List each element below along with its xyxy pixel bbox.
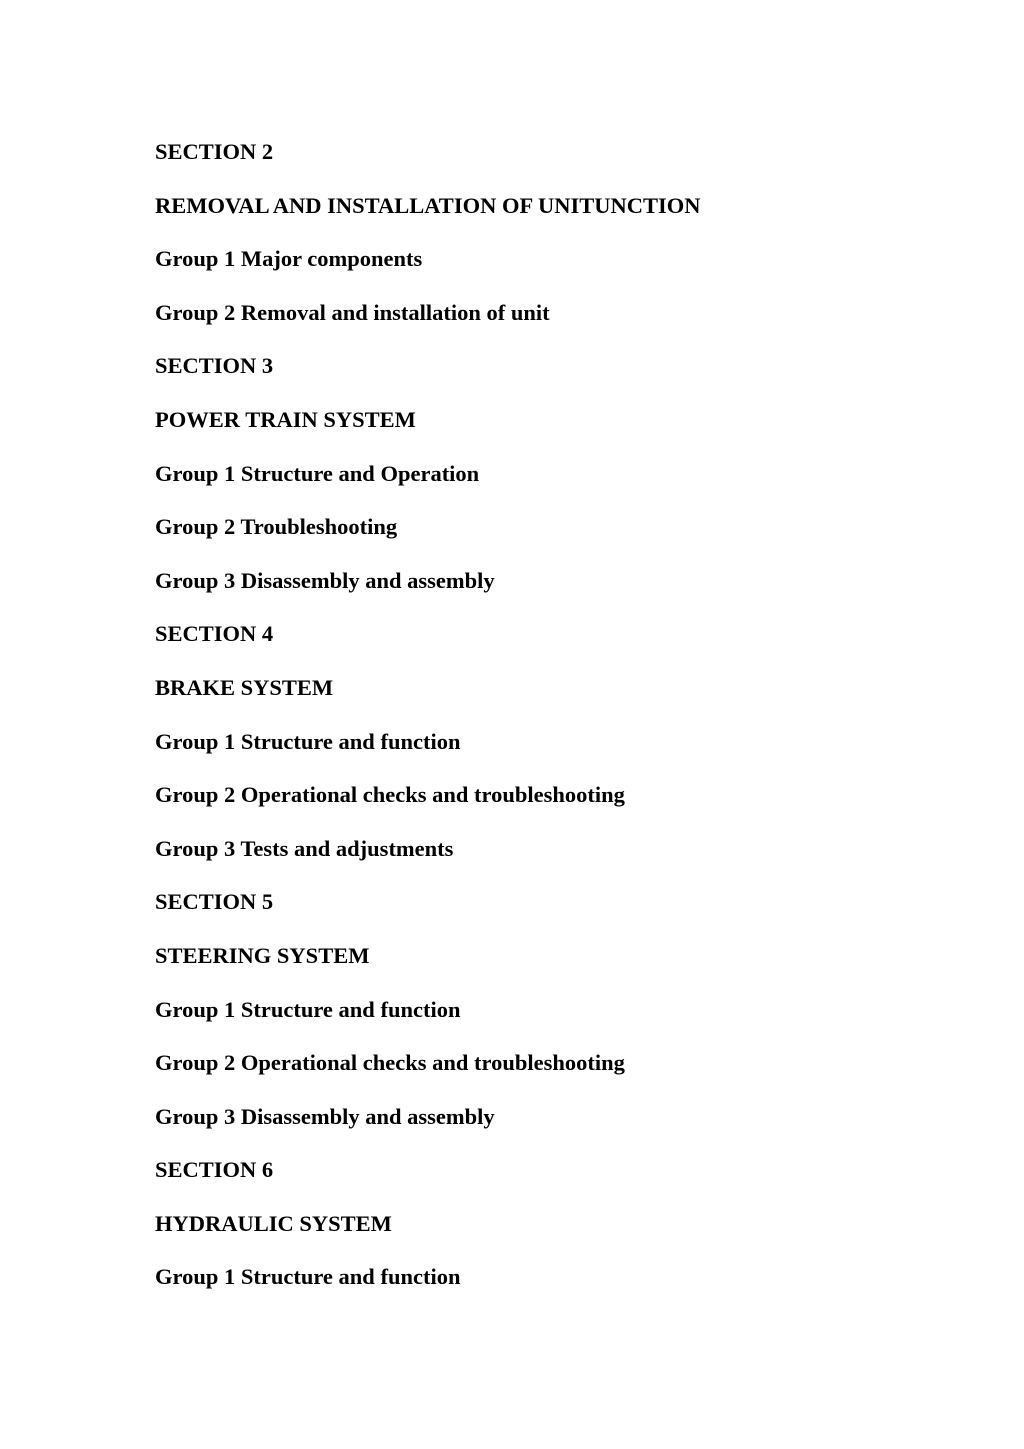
section-title: POWER TRAIN SYSTEM <box>155 406 416 432</box>
group-entry: Group 3 Disassembly and assembly <box>155 567 495 593</box>
group-entry: Group 2 Operational checks and troubleshooting <box>155 1050 625 1076</box>
group-entry: Group 2 Troubleshooting <box>155 514 398 540</box>
group-entry: Group 3 Disassembly and assembly <box>155 1103 495 1129</box>
group-entry: Group 1 Structure and function <box>155 996 461 1022</box>
section-heading: SECTION 4 <box>155 621 274 647</box>
group-entry: Group 2 Operational checks and troubleshooting <box>155 782 625 808</box>
group-entry: Group 1 Structure and Operation <box>155 460 480 486</box>
section-title: HYDRAULIC SYSTEM <box>155 1210 392 1236</box>
group-entry: Group 2 Removal and installation of unit <box>155 299 550 325</box>
section-heading: SECTION 2 <box>155 139 274 164</box>
section-heading: SECTION 6 <box>155 1157 274 1183</box>
section-heading: SECTION 5 <box>155 889 274 915</box>
group-entry: Group 3 Tests and adjustments <box>155 835 454 861</box>
section-title: REMOVAL AND INSTALLATION OF UNITUNCTION <box>155 192 701 218</box>
section-heading: SECTION 3 <box>155 353 274 379</box>
group-entry: Group 1 Major components <box>155 246 423 272</box>
group-entry: Group 1 Structure and function <box>155 1264 461 1290</box>
section-title: BRAKE SYSTEM <box>155 674 334 700</box>
group-entry: Group 1 Structure and function <box>155 728 461 754</box>
table-of-contents <box>155 137 701 1316</box>
section-title: STEERING SYSTEM <box>155 942 370 968</box>
